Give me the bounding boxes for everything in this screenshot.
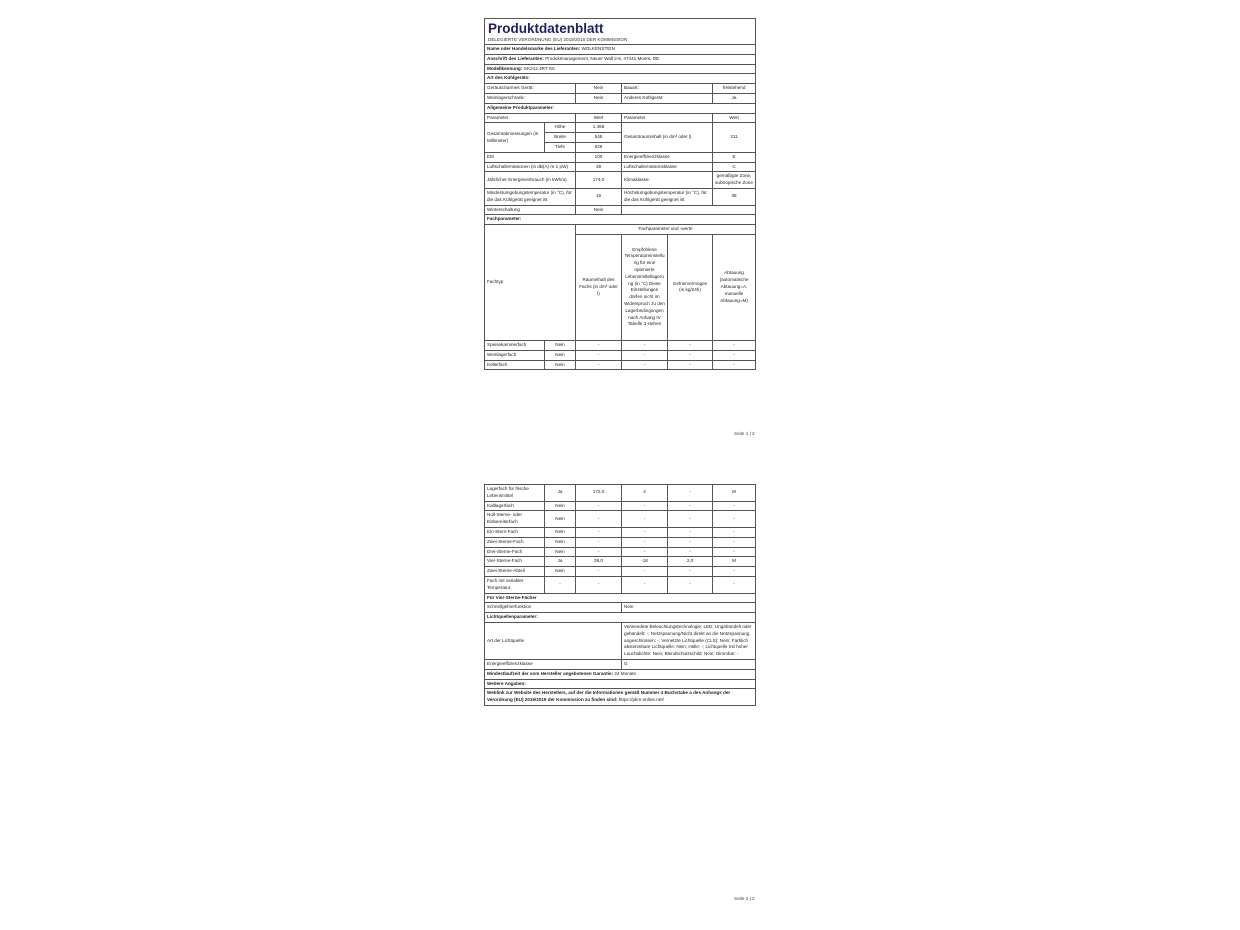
section-heading-type: Art des Kühlgeräts: (485, 74, 756, 84)
compartment-freeze: - (668, 340, 713, 350)
wine-cabinet-value: Nein (576, 93, 622, 103)
compartment-present: Nein (545, 527, 576, 537)
eei-label: EEI (485, 152, 576, 162)
depth-value: 626 (576, 142, 622, 152)
max-temp-label: Höchstumgebungstemperatur (in °C), für die das Kühlgerät geeignet ist (622, 188, 713, 205)
width-label: Breite (545, 133, 576, 143)
model-value: GK212.4RT SC (523, 65, 556, 71)
climate-class-label: Klimaklasse: (622, 172, 713, 189)
model-row (485, 64, 756, 74)
compartment-defrost: M (713, 557, 756, 567)
section-heading-compartments: Fachparameter: (485, 215, 756, 225)
height-value: 1 456 (576, 123, 622, 133)
compartment-present: Nein (545, 340, 576, 350)
compartment-freeze: - (668, 527, 713, 537)
datasheet-page-2 (484, 484, 755, 901)
compartment-temp: - (622, 567, 668, 577)
compartment-defrost: M (713, 485, 756, 502)
compartment-temp: - (622, 360, 668, 370)
light-type-label: Art der Lichtquelle (485, 622, 622, 659)
noise-class-value: C (713, 162, 756, 172)
compartment-row (485, 360, 756, 370)
datasheet-page-1 (484, 18, 755, 436)
compartment-row (485, 576, 756, 593)
address-label: Anschrift des Lieferanten: (487, 55, 544, 61)
design-value: freistehend (713, 84, 756, 94)
min-temp-value: 16 (576, 188, 622, 205)
compartment-temp: - (622, 501, 668, 511)
col-temp-header: Empfohlene Temperatureinstellung für eine optimierte Lebensmittellagerung (in °C) Diese Einstellungen dürfen nicht im Widerspruch zu den Lagerbedingungen nach Anhang IV Tabelle 3 stehen (622, 234, 668, 340)
compartment-freeze: - (668, 501, 713, 511)
compartment-volume: - (576, 547, 622, 557)
datasheet-table-page-2 (484, 484, 756, 706)
compartment-temp: - (622, 527, 668, 537)
compartment-name: Kellerfach (485, 360, 545, 370)
weblink-row (485, 689, 756, 706)
noise-device-value: Nein (576, 84, 622, 94)
compartment-volume: - (576, 537, 622, 547)
compartment-name: Null-Sterne- oder Eisbereiterfach (485, 511, 545, 528)
compartment-row (485, 350, 756, 360)
compartment-volume: 172,0 (576, 485, 622, 502)
warranty-row (485, 669, 756, 679)
compartment-freeze: 2,0 (668, 557, 713, 567)
compartment-freeze: - (668, 567, 713, 577)
compartment-defrost: - (713, 501, 756, 511)
supplier-row (485, 45, 756, 55)
min-temp-label: Mindestumgebungstemperatur (in °C), für die das Kühlgerät geeignet ist (485, 188, 576, 205)
page-title: Produktdatenblatt (488, 21, 604, 36)
light-class-value: G (622, 659, 756, 669)
col-defrost-header: Abtauung (automatische Abtauung=A, manuelle Abtauung=M) (713, 234, 756, 340)
address-row (485, 54, 756, 64)
compartment-temp: - (622, 576, 668, 593)
empty-cell (622, 205, 756, 215)
compartment-defrost: - (713, 576, 756, 593)
compartment-volume: - (576, 527, 622, 537)
compartment-temp: 4 (622, 485, 668, 502)
compartment-name: Vier-Sterne-Fach (485, 557, 545, 567)
compartment-row (485, 537, 756, 547)
compartment-row (485, 501, 756, 511)
dimensions-label: Gesamtabmessungen (in Millimeter) (485, 123, 545, 152)
compartment-defrost: - (713, 527, 756, 537)
compartment-name: Zwei-Sterne-Abteil (485, 567, 545, 577)
compartment-temp: - (622, 350, 668, 360)
design-label: Bauart: (622, 84, 713, 94)
compartment-present: Nein (545, 350, 576, 360)
compartment-volume: 39,0 (576, 557, 622, 567)
compartment-rows-page-1 (485, 340, 756, 369)
compartment-row (485, 557, 756, 567)
value-header-right: Wert (713, 113, 756, 123)
param-header-right: Parameter (622, 113, 713, 123)
model-label: Modellkennung: (487, 65, 523, 71)
noise-emission-label: Luftschallemissionen (in dB(A) re 1 pW) (485, 162, 576, 172)
compartment-name: Weinlagerfach (485, 350, 545, 360)
annual-energy-value: 174,0 (576, 172, 622, 189)
compartment-row (485, 340, 756, 350)
compartment-temp: - (622, 537, 668, 547)
compartment-row (485, 547, 756, 557)
datasheet-table-page-1 (484, 18, 756, 370)
compartment-freeze: - (668, 485, 713, 502)
weblink-label: Weblink zur Website des Herstellers, auf der die Informationen gemäß Nummer 4 Buchstabe a des Anhangs der Verordnung (EU) 2019/2019 der Kommission zu finden sind: (487, 690, 731, 703)
climate-class-value: gemäßigte Zone, subtropische Zone (713, 172, 756, 189)
page-number: Seite 1 | 2 (734, 431, 755, 436)
other-device-label: Anderes Kühlgerät: (622, 93, 713, 103)
compartment-present: Ja (545, 485, 576, 502)
eei-value: 100 (576, 152, 622, 162)
page-number: Seite 2 | 2 (734, 896, 755, 901)
compartment-freeze: - (668, 547, 713, 557)
compartment-present: Nein (545, 511, 576, 528)
compartment-name: Speisekammerfach (485, 340, 545, 350)
depth-label: Tiefe (545, 142, 576, 152)
volume-label: Gesamtrauminhalt (in dm³ oder l) (622, 123, 713, 152)
compartment-present: Nein (545, 567, 576, 577)
compartment-defrost: - (713, 511, 756, 528)
volume-value: 211 (713, 123, 756, 152)
compartment-temp: - (622, 511, 668, 528)
compartment-freeze: - (668, 511, 713, 528)
warranty-value: 24 Monate (614, 670, 637, 676)
title-cell (485, 19, 756, 45)
compartment-present: - (545, 576, 576, 593)
param-header-left: Parameter (485, 113, 576, 123)
annual-energy-label: Jährlicher Energieverbrauch (in kWh/a) (485, 172, 576, 189)
compartment-volume: - (576, 576, 622, 593)
section-heading-general: Allgemeine Produktparameter: (485, 103, 756, 113)
compartment-defrost: - (713, 547, 756, 557)
compartment-name: Ein-Stern-Fach (485, 527, 545, 537)
warranty-label: Mindestlaufzeit der vom Hersteller angebotenen Garantie: (487, 670, 614, 676)
width-value: 545 (576, 133, 622, 143)
page-subtitle: DELEGIERTE VERORDNUNG (EU) 2019/2016 DER KOMMISSION (488, 37, 628, 42)
supplier-label: Name oder Handelsmarke des Lieferanten: (487, 46, 581, 51)
compartment-temp: -18 (622, 557, 668, 567)
compartment-present: Nein (545, 501, 576, 511)
noise-device-label: Geräuscharmes Gerät: (485, 84, 576, 94)
compartment-name: Drei-Sterne-Fach (485, 547, 545, 557)
section-heading-four-star: Für Vier-Sterne-Fächer (485, 593, 756, 603)
compartment-type-header: Fachtyp (485, 225, 576, 341)
compartment-volume: - (576, 360, 622, 370)
supplier-value: WOLKENSTEIN (581, 46, 615, 51)
col-volume-header: Rauminhalt des Fachs (in dm³ oder l) (576, 234, 622, 340)
energy-class-value: E (713, 152, 756, 162)
fast-freeze-value: Nein (622, 603, 756, 613)
wine-cabinet-label: Weinlagerschrank: (485, 93, 576, 103)
compartment-defrost: - (713, 567, 756, 577)
compartment-params-header: Fachparameter und -werte (576, 225, 756, 235)
compartment-row (485, 485, 756, 502)
energy-class-label: Energieeffizienzklasse (622, 152, 713, 162)
address-value: Produktmanagement, Neuer Wall 2-6, 47441 Moers, DE (545, 55, 660, 61)
max-temp-value: 38 (713, 188, 756, 205)
compartment-freeze: - (668, 576, 713, 593)
fast-freeze-label: Schnellgefrierfunktion (485, 603, 622, 613)
compartment-freeze: - (668, 360, 713, 370)
compartment-present: Nein (545, 360, 576, 370)
noise-class-label: Luftschallemissionsklasse (622, 162, 713, 172)
compartment-volume: - (576, 511, 622, 528)
compartment-defrost: - (713, 360, 756, 370)
compartment-temp: - (622, 547, 668, 557)
compartment-volume: - (576, 340, 622, 350)
compartment-defrost: - (713, 350, 756, 360)
value-header-left: Wert (576, 113, 622, 123)
compartment-name: Kaltlagerfach (485, 501, 545, 511)
compartment-rows-page-2 (485, 485, 756, 594)
compartment-name: Zwei-Sterne-Fach (485, 537, 545, 547)
other-device-value: Ja (713, 93, 756, 103)
compartment-volume: - (576, 501, 622, 511)
compartment-present: Nein (545, 547, 576, 557)
light-class-label: Energieeffizienzklasse (485, 659, 622, 669)
compartment-name: Lagerfach für frische Lebensmittel (485, 485, 545, 502)
compartment-freeze: - (668, 537, 713, 547)
compartment-defrost: - (713, 537, 756, 547)
compartment-row (485, 567, 756, 577)
winter-switch-value: Nein (576, 205, 622, 215)
compartment-temp: - (622, 340, 668, 350)
compartment-row (485, 511, 756, 528)
height-label: Höhe (545, 123, 576, 133)
compartment-row (485, 527, 756, 537)
compartment-freeze: - (668, 350, 713, 360)
compartment-present: Nein (545, 537, 576, 547)
winter-switch-label: Winterschaltung (485, 205, 576, 215)
compartment-name: Fach mit variabler Temperatur (485, 576, 545, 593)
compartment-defrost: - (713, 340, 756, 350)
compartment-present: Ja (545, 557, 576, 567)
compartment-volume: - (576, 567, 622, 577)
light-type-value: Verwendete Beleuchtungstechnologie: LED; Ungebündelt oder gebündelt: -; Netzspannung/Nicht direkt an die Netzspannung angeschlossen: -; Vernetzte Lichtquelle (CLS): Nein; Farblich abstimmbare Lichtquelle: Nein; Hülle: -; Lichtquelle mit hoher Leuchtdichte: Nein; Blendschutzschild: Nein; Dimmbar: - (622, 622, 756, 659)
col-freeze-header: Gefriervermögen (in kg/24h) (668, 234, 713, 340)
section-heading-more-info: Weitere Angaben: (485, 679, 756, 689)
compartment-volume: - (576, 350, 622, 360)
section-heading-light: Lichtquellenparameter: (485, 613, 756, 623)
noise-emission-value: 39 (576, 162, 622, 172)
weblink-value[interactable]: https://pkm-online.net/ (618, 697, 664, 703)
